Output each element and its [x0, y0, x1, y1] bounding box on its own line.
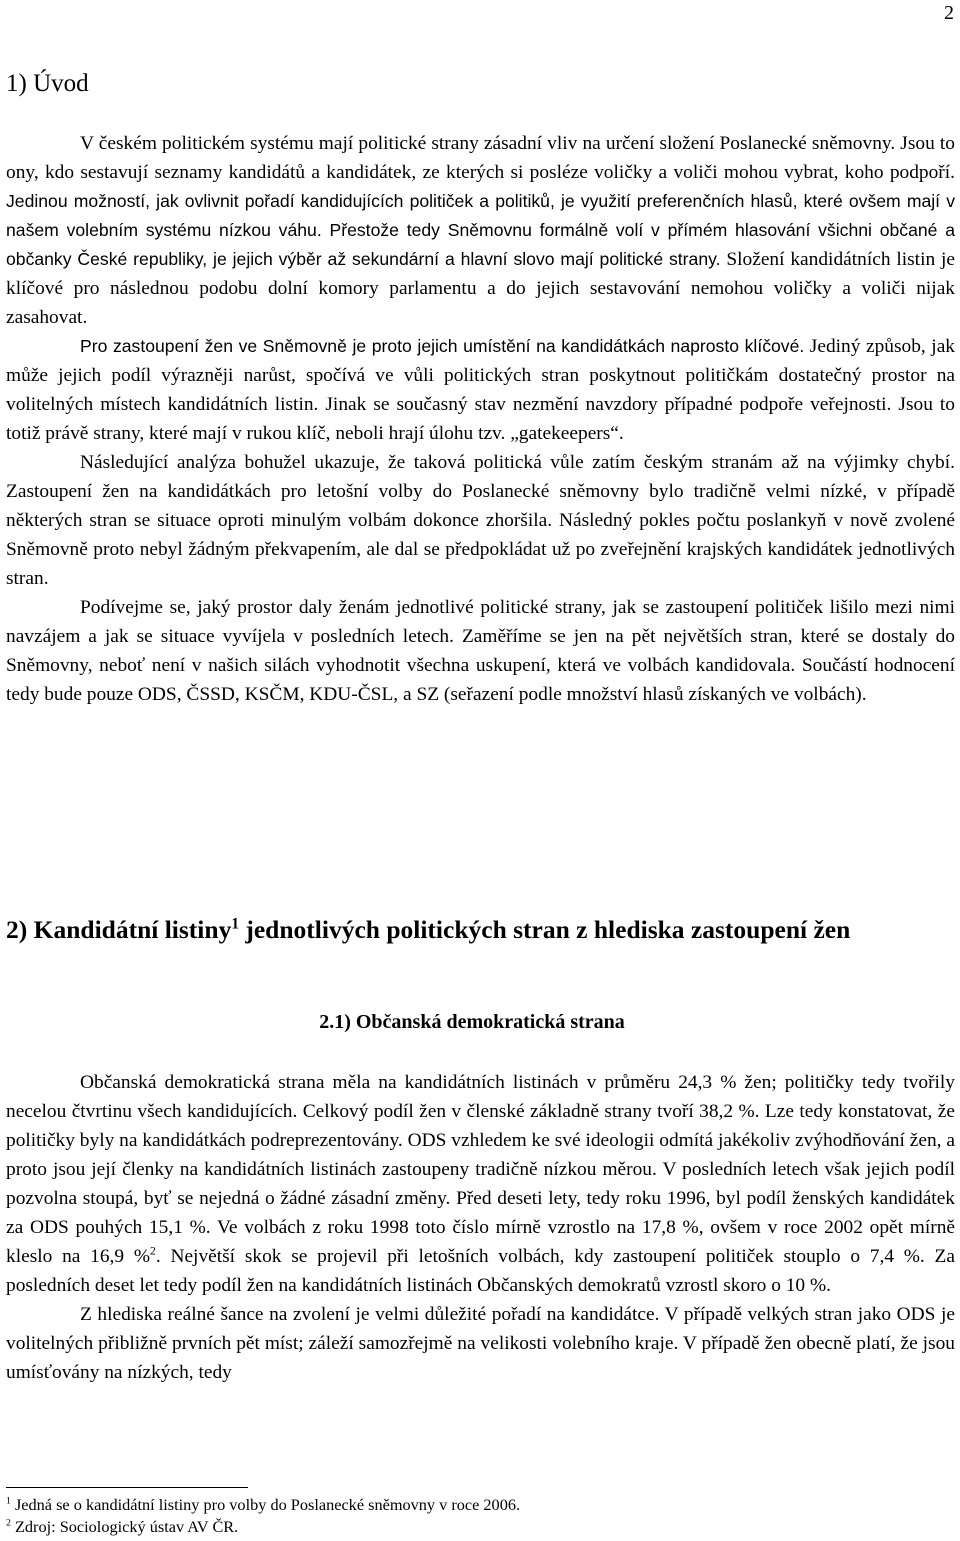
text-run: Jediný způsob, jak může jejich podíl výrazněji narůst, spočívá ve vůli politických stran poskytnout političkám dostatečný prostor na volitelných místech kandidátních listin. Jinak se současný stav nezmění navzdory případné podpoře veřejnosti. Jsou to totiž právě strany, které mají v rukou klíč, neboli hrají úlohu tzv. „gatekeepers“. [6, 336, 955, 444]
text-run: Jedinou možností, jak ovlivnit pořadí kandidujících političek a politiků, je využití preferenčních hlasů, které ovšem mají v našem volebním systému nízkou váhu. [6, 191, 955, 240]
footnote-ref: 1 [231, 915, 239, 933]
text-run: Složení kandidátních listin je klíčové pro následnou podobu dolní komory parlamentu a do jejich sestavování nemohou voličky a voliči nijak zasahovat. [6, 249, 955, 328]
text-run: Pro zastoupení žen ve Sněmovně je proto jejich umístění na kandidátkách naprosto klíčové. [80, 336, 805, 356]
text-run: Následující analýza bohužel ukazuje, že taková politická vůle zatím českým stranám až na výjimky chybí. Zastoupení žen na kandidátkách pro letošní volby do Poslanecké sněmovny bylo tradičně velmi nízké, v případě některých stran se situace oproti minulým volbám dokonce zhoršila. Následný pokles počtu poslankyň v nově zvolené Sněmovně proto nebyl žádným překvapením, ale dal se předpokládat už po zveřejnění krajských kandidátek jednotlivých stran. [6, 452, 955, 589]
footnote-text: Zdroj: Sociologický ústav AV ČR. [10, 1517, 239, 1536]
footnote-text: Jedná se o kandidátní listiny pro volby do Poslanecké sněmovny v roce 2006. [10, 1495, 521, 1514]
footnote-number: 1 [6, 1495, 11, 1507]
paragraph [6, 448, 955, 593]
text-run: . Největší skok se projevil při letošních volbách, kdy zastoupení političek stouplo o 7,4 %. Za posledních deset let tedy podíl žen na kandidátních listinách Občanských demokratů vzrostl skoro o 10 %. [6, 1246, 956, 1296]
footnote [6, 1494, 520, 1516]
subsection-heading-ods: 2.1) Občanská demokratická strana [319, 1011, 625, 1033]
footnotes [6, 1494, 520, 1538]
text-run: Občanská demokratická strana měla na kandidátních listinách v průměru 24,3 % žen; političky tedy tvořily necelou čtvrtinu všech kandidujících. Celkový podíl žen v členské základně strany tvoří 38,2 %. Lze tedy konstatovat, že političky byly na kandidátkách podreprezentovány. ODS vzhledem ke své ideologii odmítá jakékoliv zvýhodňování žen, a proto jsou její členky na kandidátních listinách zastoupeny tradičně nízkou měrou. V posledních letech však jejich podíl pozvolna stoupá, byť se nejedná o žádné zásadní změny. Před deseti lety, tedy roku 1996, byl podíl ženských kandidátek za ODS pouhých 15,1 %. Ve volbách z roku 1998 toto číslo mírně vzrostlo na 17,8 %, ovšem v roce 2002 opět mírně kleslo na 16,9 % [6, 1072, 955, 1267]
paragraph [6, 332, 955, 448]
heading-text: 2) Kandidátní listiny [6, 915, 232, 944]
footnote-separator [6, 1487, 248, 1488]
text-run: Podívejme se, jaký prostor daly ženám jednotlivé politické strany, jak se zastoupení političek lišilo mezi nimi navzájem a jak se situace vyvíjela v posledních letech. Zaměříme se jen na pět největších stran, které se dostaly do Sněmovny, neboť není v našich silách vyhodnotit všechna uskupení, která ve volbách kandidovala. Součástí hodnocení tedy bude pouze ODS, ČSSD, KSČM, KDU-ČSL, a SZ (seřazení podle množství hlasů získaných ve volbách). [6, 597, 955, 705]
paragraph: Z hlediska reálné šance na zvolení je velmi důležité pořadí na kandidátce. V případě velkých stran jako ODS je volitelných přibližně prvních pět míst; záleží samozřejmě na velikosti volebního kraje. V případě žen obecně platí, že jsou umísťovány na nízkých, tedy [6, 1304, 955, 1383]
text-run: Přestože tedy Sněmovnu formálně volí v přímém hlasování všichni občané a občanky České republiky, je jejich výběr až sekundární a hlavní slovo mají politické strany. [6, 220, 955, 269]
section-heading-candidate-lists [6, 912, 955, 948]
ods-text [6, 1068, 955, 1387]
footnote-ref: 2 [150, 1244, 156, 1258]
intro-text [6, 129, 955, 709]
section-heading-intro: 1) Úvod [6, 70, 89, 97]
text-run: V českém politickém systému mají politické strany zásadní vliv na určení složení Poslanecké sněmovny. Jsou to ony, kdo sestavují seznamy kandidátů a kandidátek, ze kterých si posléze voličky a voliči mohou vybrat, koho podpoří. [6, 133, 955, 183]
heading-text: jednotlivých politických stran z hlediska zastoupení žen [238, 915, 851, 944]
footnote-number: 2 [6, 1517, 11, 1529]
page-number: 2 [944, 2, 954, 24]
footnote [6, 1516, 520, 1538]
paragraph [6, 129, 955, 332]
paragraph [6, 593, 955, 709]
paragraph [6, 1068, 955, 1300]
